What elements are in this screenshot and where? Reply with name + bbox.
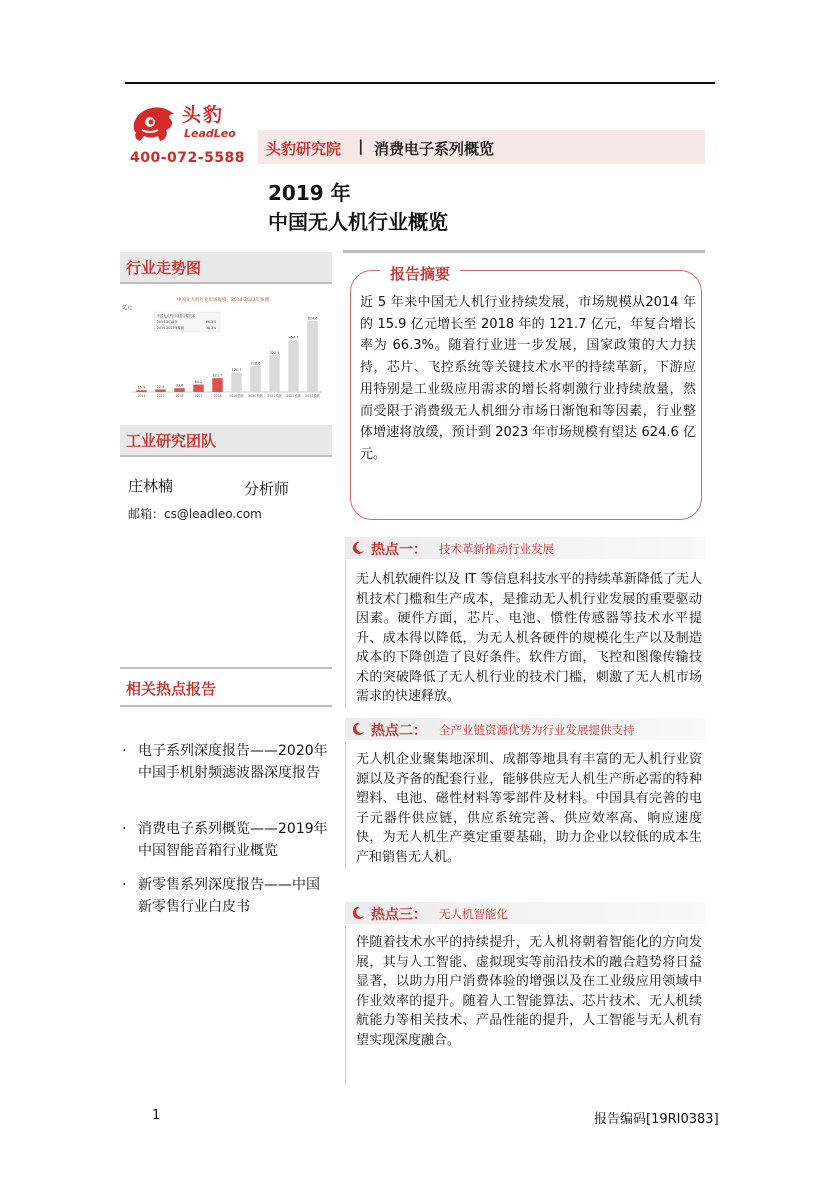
analyst-role: 分析师 bbox=[244, 480, 290, 498]
header-series: 消费电子系列概览 bbox=[374, 140, 495, 158]
legend-entry: 2014-2018年 bbox=[157, 320, 178, 324]
hotpoint-1-label: 热点一： bbox=[371, 542, 427, 558]
related-report-text: 新零售系列深度报告——中国新零售行业白皮书 bbox=[138, 877, 320, 915]
summary-text: 近 5 年来中国无人机行业持续发展，市场规模从2014 年的 15.9 亿元增长至 2018 年的 121.7 亿元，年复合增长率为 66.3%。随着行业进一步发展，国家政策的大力扶持，芯片、飞控系统等关键技术水平的持续革新，下游应用特别是工业级应用需求的增长将刺激行业持续放量，然而受限于消费级无人机细分市场日渐饱和等因素，行业整体增速将放缓，预计到 2023 年市场规模有望达 624.6 亿元。 bbox=[360, 295, 696, 462]
crescent-icon bbox=[351, 722, 365, 736]
trend-heading-line bbox=[120, 282, 332, 284]
header-separator: | bbox=[358, 137, 364, 155]
chart-x-tick: 2022预测 bbox=[286, 394, 301, 398]
chart-bar bbox=[174, 388, 184, 392]
leadleo-logo bbox=[130, 100, 245, 145]
chart-bar bbox=[250, 366, 260, 392]
page-number: 1 bbox=[152, 1108, 161, 1123]
hotpoint-2-vline bbox=[345, 741, 346, 869]
chart-bar bbox=[269, 355, 279, 392]
hotpoint-3-text: 伴随着技术水平的持续提升，无人机将朝着智能化的方向发展，其与人工智能、虚拟现实等前沿技术的融合趋势将日益显著，以助力用户消费体验的增强以及在工业级应用领域中作业效率的提升。随着人工智能算法、芯片技术、无人机续航能力等相关技术、产品性能的提升，人工智能与无人机有望实现深度融合。 bbox=[356, 935, 702, 1048]
related-report-item[interactable] bbox=[122, 874, 332, 918]
legend-entry: 中国无人机行业复合增长率 bbox=[157, 314, 196, 318]
analyst-email[interactable]: 邮箱：cs@leadleo.com bbox=[128, 507, 262, 521]
chart-x-tick: 2015 bbox=[156, 394, 165, 398]
team-heading-line bbox=[120, 455, 332, 457]
chart-value-label: 228.6 bbox=[250, 361, 261, 366]
market-size-chart bbox=[118, 292, 328, 404]
hotpoint-1-vline bbox=[345, 560, 346, 708]
report-year: 2019 年 bbox=[268, 181, 351, 205]
hotpoint-2-title: 全产业链资源优势为行业发展提供支持 bbox=[439, 723, 635, 737]
header-brand: 头豹研究院 bbox=[266, 140, 342, 158]
related-heading-line bbox=[120, 705, 332, 707]
hotpoint-2-bar bbox=[345, 718, 705, 740]
chart-value-label: 22.9 bbox=[156, 384, 165, 389]
hotpoint-3-vline bbox=[345, 925, 346, 1085]
chart-title: 中国无人机行业市场规模，2014-2023年预测 bbox=[176, 298, 270, 303]
team-heading-text: 工业研究团队 bbox=[126, 432, 217, 450]
right-divider bbox=[343, 250, 705, 253]
related-report-text: 电子系列深度报告——2020年中国手机射频滤波器深度报告 bbox=[138, 743, 328, 781]
chart-bar bbox=[193, 385, 203, 392]
logo-brand: 头豹 bbox=[182, 104, 225, 126]
chart-bar bbox=[307, 321, 317, 392]
hotpoint-1-bar bbox=[345, 537, 705, 559]
chart-ylabel: 亿元 bbox=[122, 305, 133, 311]
report-title: 中国无人机行业概览 bbox=[268, 210, 448, 234]
hotpoint-1-text: 无人机软硬件以及 IT 等信息科技水平的持续革新降低了无人机技术门槛和生产成本，是推动无人机行业发展的重要驱动因素。硬件方面，芯片、电池、惯性传感器等技术水平提升、成本得以降低，为无人机各硬件的规模化生产以及制造成本的下降创造了良好条件。软件方面，飞控和图像传输技术的突破降低了无人机行业的技术门槛，刺激了无人机市场需求的快速释放。 bbox=[356, 572, 702, 704]
team-heading bbox=[120, 425, 332, 455]
header-bar bbox=[258, 130, 705, 164]
chart-x-tick: 2023预测 bbox=[305, 394, 320, 398]
related-report-text: 消费电子系列概览——2019年中国智能音箱行业概览 bbox=[138, 821, 328, 859]
hotpoint-3-title: 无人机智能化 bbox=[439, 907, 508, 921]
report-code: 报告编码[19RI0383] bbox=[594, 1112, 719, 1127]
chart-value-label: 121.7 bbox=[212, 373, 223, 378]
chart-x-tick: 2021预测 bbox=[267, 394, 282, 398]
chart-x-tick: 2014 bbox=[137, 394, 146, 398]
chart-bar bbox=[288, 340, 298, 392]
chart-bar bbox=[136, 390, 146, 392]
chart-value-label: 65.2 bbox=[194, 380, 203, 385]
summary-title: 报告摘要 bbox=[380, 263, 460, 284]
chart-value-label: 454.7 bbox=[288, 335, 299, 340]
leopard-logo-icon bbox=[130, 100, 180, 144]
chart-x-tick: 2017 bbox=[194, 394, 203, 398]
hotpoint-3-label: 热点三： bbox=[371, 907, 427, 923]
crescent-icon bbox=[351, 541, 365, 555]
logo-sub: LeadLeo bbox=[184, 127, 236, 140]
chart-bar bbox=[231, 373, 241, 392]
bullet-icon: · bbox=[122, 877, 127, 893]
related-report-item[interactable] bbox=[122, 740, 332, 806]
related-heading-text: 相关热点报告 bbox=[126, 680, 217, 698]
top-rule bbox=[125, 82, 715, 84]
bullet-icon: · bbox=[122, 743, 127, 759]
phone-number: 400-072-5588 bbox=[130, 150, 246, 166]
legend-entry: 2019-2023年预测 bbox=[157, 326, 184, 330]
chart-x-tick: 2019预测 bbox=[229, 394, 244, 398]
hotpoint-2-label: 热点二： bbox=[371, 723, 427, 739]
bullet-icon: · bbox=[122, 821, 127, 837]
analyst-name: 庄林楠 bbox=[128, 477, 174, 495]
chart-x-ticks bbox=[137, 393, 320, 398]
hotpoint-3-bar bbox=[345, 902, 705, 924]
chart-bar bbox=[155, 389, 165, 392]
chart-bar bbox=[212, 378, 222, 392]
hotpoint-1-title: 技术革新推动行业发展 bbox=[439, 542, 554, 556]
chart-value-label: 15.9 bbox=[137, 385, 146, 390]
hotpoint-2-text: 无人机企业聚集地深圳、成都等地具有丰富的无人机行业资源以及齐备的配套行业，能够供应无人机生产所必需的特种塑料、电池、磁性材料等零部件及材料。中国具有完善的电子元器件供应链，供应系统完善、供应效率高、响应速度快，为无人机生产奠定重要基础，助力企业以较低的成本生产和销售无人机。 bbox=[356, 752, 702, 865]
related-top-line bbox=[120, 667, 332, 669]
chart-x-tick: 2018 bbox=[213, 394, 222, 398]
crescent-icon bbox=[351, 906, 365, 920]
chart-x-tick: 2020预测 bbox=[248, 394, 263, 398]
legend-value: 66.3% bbox=[206, 320, 217, 324]
trend-heading bbox=[120, 252, 332, 282]
legend-value: 38.3% bbox=[206, 326, 217, 330]
trend-heading-text: 行业走势图 bbox=[126, 259, 202, 277]
chart-x-tick: 2016 bbox=[175, 394, 184, 398]
chart-value-label: 322.5 bbox=[269, 350, 280, 355]
chart-legend bbox=[154, 312, 220, 332]
related-report-item[interactable] bbox=[122, 818, 332, 862]
chart-value-label: 624.6 bbox=[307, 316, 318, 321]
chart-value-label: 170.7 bbox=[231, 368, 242, 373]
related-heading bbox=[120, 673, 332, 703]
chart-value-label: 33.6 bbox=[175, 383, 184, 388]
